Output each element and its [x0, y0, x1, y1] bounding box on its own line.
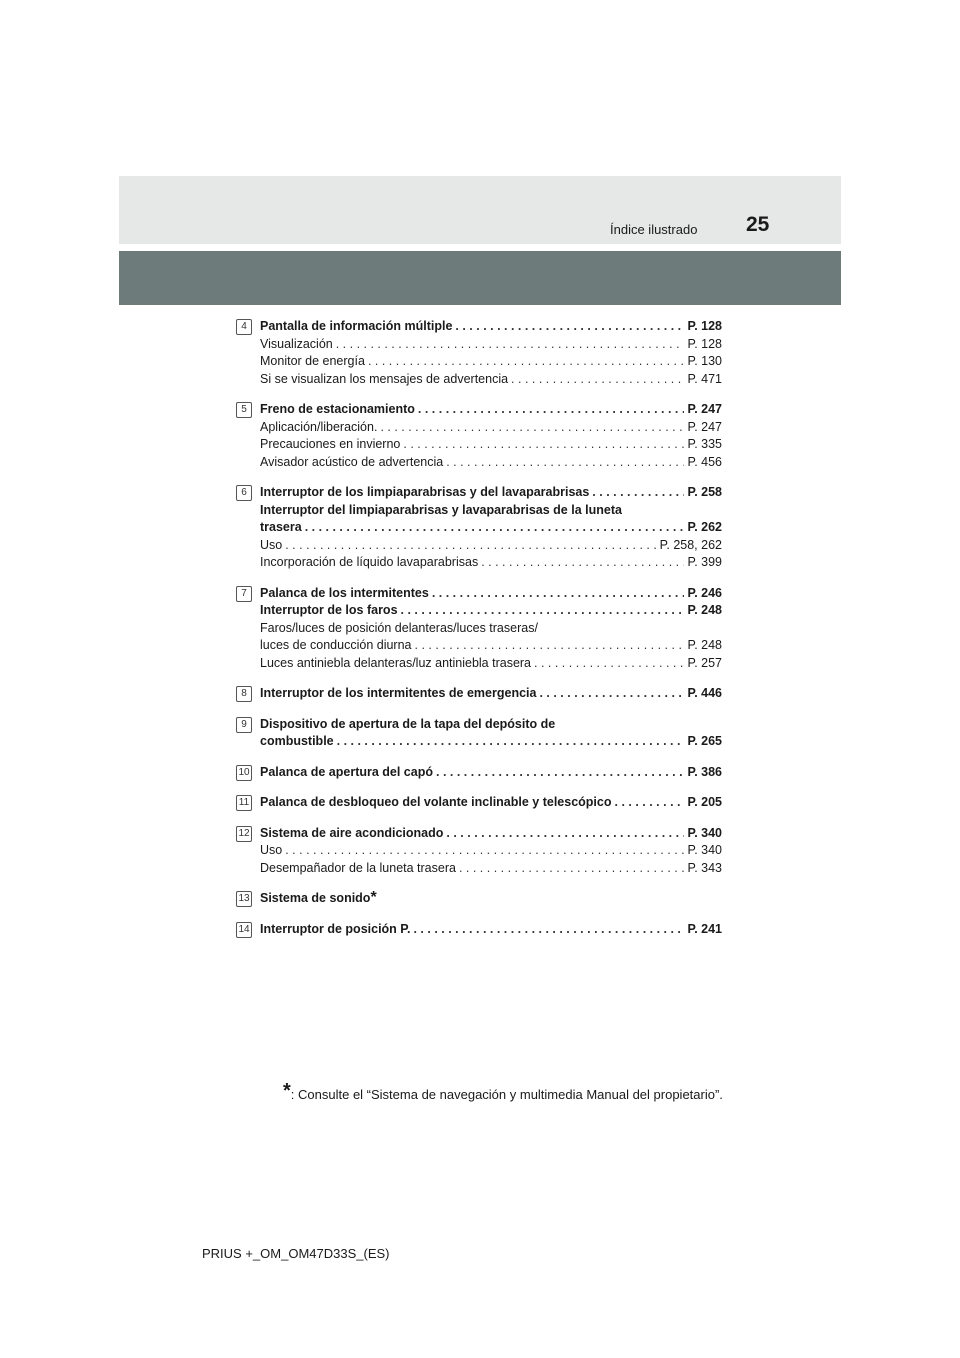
entry-text: Incorporación de líquido lavaparabrisas	[260, 555, 479, 569]
entry-heading	[260, 685, 722, 703]
header-top-bar	[119, 176, 841, 244]
page-reference: P. 446	[687, 686, 722, 700]
entry-heading	[260, 733, 722, 751]
entry-text: Interruptor de los limpiaparabrisas y del lavaparabrisas	[260, 485, 590, 499]
entry-subitem	[260, 419, 722, 437]
entry-text: Dispositivo de apertura de la tapa del depósito de	[260, 716, 556, 731]
entry-subitem	[260, 436, 722, 454]
entry-heading	[260, 401, 722, 419]
dot-leader	[615, 794, 685, 812]
entry-heading	[260, 502, 722, 520]
entry-subitem	[260, 336, 722, 354]
entry-text: Interruptor de los intermitentes de emergencia	[260, 686, 537, 700]
dot-leader	[285, 842, 684, 860]
page-reference: P. 265	[687, 734, 722, 748]
index-entry	[236, 685, 722, 703]
entry-text: Interruptor del limpiaparabrisas y lavaparabrisas de la luneta	[260, 502, 622, 517]
entry-text: Uso	[260, 843, 283, 857]
entry-subitem	[260, 620, 722, 638]
page-reference: P. 205	[687, 795, 722, 809]
entry-heading	[260, 318, 722, 336]
entry-text: combustible	[260, 734, 334, 748]
dot-leader	[380, 419, 684, 437]
entry-text: Sistema de aire acondicionado	[260, 825, 444, 840]
index-entry	[236, 318, 722, 388]
page-reference: P. 340	[687, 843, 722, 857]
entry-text: Palanca de los intermitentes	[260, 585, 429, 600]
index-entry	[236, 764, 722, 782]
entry-subitem	[260, 554, 722, 572]
entry-subitem	[260, 454, 722, 472]
page-reference: P. 399	[687, 555, 722, 569]
entry-text: Palanca de desbloqueo del volante inclinable y telescópico	[260, 795, 612, 809]
index-entry	[236, 401, 722, 471]
item-number-badge: 4	[236, 319, 252, 335]
footnote-asterisk: *	[283, 1080, 291, 1102]
dot-leader	[305, 519, 685, 537]
page-reference: P. 247	[687, 419, 722, 434]
page-reference: P. 258	[687, 485, 722, 499]
entry-text: Aplicación/liberación.	[260, 419, 378, 434]
entry-text: Visualización	[260, 336, 333, 351]
entry-subitem	[260, 353, 722, 371]
entry-heading	[260, 484, 722, 502]
entry-subitem	[260, 537, 722, 555]
entry-text: Sistema de sonido	[260, 891, 371, 905]
entry-text: Faros/luces de posición delanteras/luces traseras/	[260, 620, 538, 635]
entry-text: Monitor de energía	[260, 354, 365, 368]
index-entry	[236, 716, 722, 751]
dot-leader	[415, 637, 685, 655]
item-number-badge: 5	[236, 402, 252, 418]
entry-subitem	[260, 371, 722, 389]
item-number-badge: 6	[236, 485, 252, 501]
dot-leader	[592, 484, 684, 502]
page-reference: P. 248	[687, 603, 722, 617]
dot-leader	[401, 602, 685, 620]
dot-leader	[418, 401, 685, 419]
dot-leader	[285, 537, 656, 555]
entry-subitem	[260, 842, 722, 860]
dot-leader	[446, 825, 684, 843]
item-number-badge: 9	[236, 717, 252, 733]
entry-text: Pantalla de información múltiple	[260, 319, 453, 333]
entry-text: Avisador acústico de advertencia	[260, 454, 444, 469]
entry-subitem	[260, 655, 722, 673]
item-number-badge: 12	[236, 826, 252, 842]
dot-leader	[436, 764, 684, 782]
index-entries	[236, 318, 722, 951]
entry-heading	[260, 825, 722, 843]
entry-text: trasera	[260, 520, 302, 534]
entry-text: Uso	[260, 537, 283, 552]
item-number-badge: 10	[236, 765, 252, 781]
dot-leader	[337, 733, 685, 751]
entry-text: luces de conducción diurna	[260, 638, 412, 652]
item-number-badge: 13	[236, 891, 252, 907]
entry-heading	[260, 764, 722, 782]
dot-leader	[368, 353, 685, 371]
page-reference: P. 247	[687, 402, 722, 416]
entry-heading	[260, 519, 722, 537]
entry-text: Si se visualizan los mensajes de advertencia	[260, 371, 509, 386]
dot-leader	[413, 921, 684, 939]
item-number-badge: 8	[236, 686, 252, 702]
page-reference: P. 471	[687, 371, 722, 386]
page-reference: P. 262	[687, 520, 722, 534]
index-entry	[236, 921, 722, 939]
page-reference: P. 128	[687, 336, 722, 351]
item-number-badge: 7	[236, 586, 252, 602]
dot-leader	[403, 436, 684, 454]
page-reference: P. 335	[687, 437, 722, 451]
item-number-badge: 14	[236, 922, 252, 938]
entry-text: Freno de estacionamiento	[260, 402, 415, 416]
entry-heading	[260, 921, 722, 939]
dot-leader	[446, 454, 684, 472]
dot-leader	[481, 554, 684, 572]
index-entry	[236, 825, 722, 878]
entry-text: Desempañador de la luneta trasera	[260, 860, 456, 875]
entry-text: Interruptor de los faros	[260, 603, 398, 617]
entry-heading	[260, 585, 722, 603]
entry-heading	[260, 794, 722, 812]
item-number-badge: 11	[236, 795, 252, 811]
page-reference: P. 386	[687, 764, 722, 779]
entry-text: Palanca de apertura del capó	[260, 764, 433, 779]
dot-leader	[432, 585, 685, 603]
page-reference: P. 248	[687, 638, 722, 652]
page-reference: P. 130	[687, 354, 722, 368]
page-reference: P. 128	[687, 319, 722, 333]
page-reference: P. 258, 262	[659, 537, 722, 552]
dot-leader	[511, 371, 684, 389]
entry-text: Precauciones en invierno	[260, 437, 401, 451]
dot-leader	[336, 336, 685, 354]
entry-text: Interruptor de posición P.	[260, 921, 411, 936]
doc-code: PRIUS +_OM_OM47D33S_(ES)	[202, 1246, 390, 1261]
page-reference: P. 340	[687, 825, 722, 840]
entry-subitem	[260, 637, 722, 655]
page-reference: P. 343	[687, 860, 722, 875]
footnote	[283, 1080, 723, 1103]
header-band	[119, 251, 841, 305]
dot-leader	[534, 655, 684, 673]
page-reference: P. 246	[687, 585, 722, 600]
entry-text: Luces antiniebla delanteras/luz antiniebla trasera	[260, 655, 532, 670]
dot-leader	[459, 860, 685, 878]
page-reference: P. 241	[687, 921, 722, 936]
entry-heading	[260, 716, 722, 734]
entry-heading	[260, 602, 722, 620]
dot-leader	[455, 318, 684, 336]
dot-leader	[539, 685, 684, 703]
section-title: Índice ilustrado	[610, 222, 698, 237]
index-entry	[236, 484, 722, 572]
index-entry	[236, 794, 722, 812]
index-entry	[236, 890, 722, 908]
footnote-text: : Consulte el “Sistema de navegación y multimedia Manual del propietario”.	[290, 1087, 723, 1102]
page-number: 25	[746, 213, 770, 236]
entry-subitem	[260, 860, 722, 878]
entry-heading: Sistema de sonido *	[260, 889, 377, 906]
page-reference: P. 257	[687, 655, 722, 670]
index-entry	[236, 585, 722, 673]
page-reference: P. 456	[687, 454, 722, 469]
